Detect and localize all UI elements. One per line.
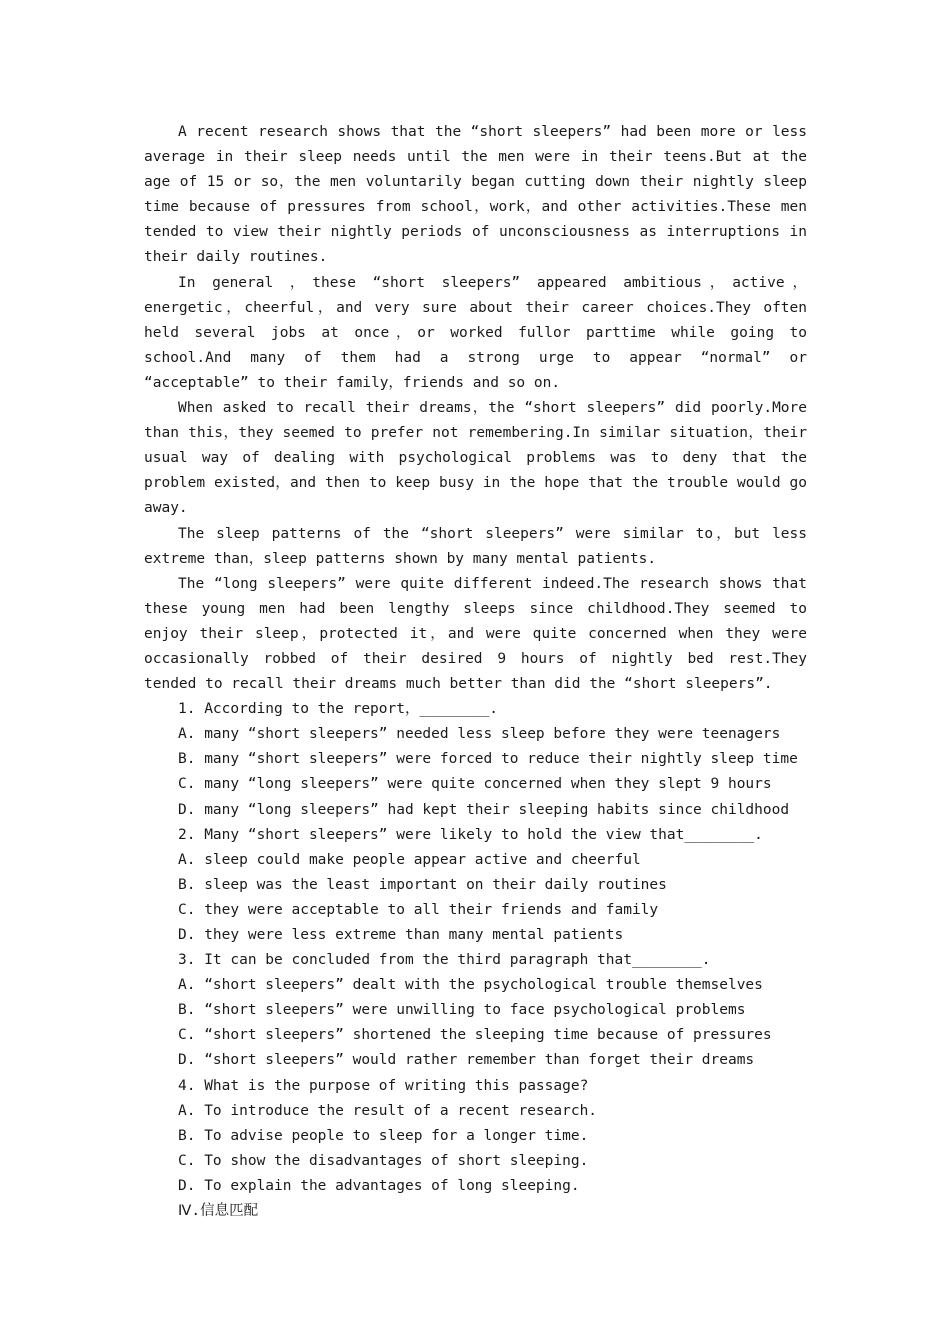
question-stem: 3. It can be concluded from the third paragraph that________. — [178, 952, 711, 969]
passage-paragraph-4: The sleep patterns of the “short sleepers” were similar to，but less extreme than，sleep patterns shown by many mental patients. — [144, 525, 807, 567]
section-heading: Ⅳ.信息匹配 — [178, 1203, 259, 1220]
question-2 — [144, 823, 807, 948]
option-c: C. “short sleepers” shortened the sleeping time because of pressures — [178, 1027, 772, 1044]
option-c: C. many “long sleepers” were quite concerned when they slept 9 hours — [178, 776, 772, 793]
passage-paragraph-1: A recent research shows that the “short sleepers” had been more or less average in their sleep needs until the men were in their teens.But at the age of 15 or so，the men voluntarily began cutting down their nightly sleep time because of pressures from school，work，and other activities.These men tended to view their nightly periods of unconsciousness as interruptions in their daily routines. — [144, 124, 807, 266]
question-stem: 4. What is the purpose of writing this passage? — [178, 1077, 589, 1094]
question-4 — [144, 1074, 807, 1199]
option-a: A. To introduce the result of a recent research. — [178, 1102, 598, 1119]
option-d: D. To explain the advantages of long sleeping. — [178, 1177, 580, 1194]
option-b: B. sleep was the least important on their daily routines — [178, 876, 667, 893]
option-d: D. “short sleepers” would rather remember than forget their dreams — [178, 1052, 755, 1069]
option-a: A. “short sleepers” dealt with the psychological trouble themselves — [178, 977, 763, 994]
option-d: D. many “long sleepers” had kept their sleeping habits since childhood — [178, 801, 790, 818]
passage-paragraph-5: The “long sleepers” were quite different indeed.The research shows that these young men had been lengthy sleeps since childhood.They seemed to enjoy their sleep，protected it，and were quite concerned when they were occasionally robbed of their desired 9 hours of nightly bed rest.They tended to recall their dreams much better than did the “short sleepers”. — [144, 575, 807, 693]
option-c: C. To show the disadvantages of short sleeping. — [178, 1152, 589, 1169]
question-1 — [144, 697, 807, 822]
option-d: D. they were less extreme than many mental patients — [178, 927, 624, 943]
question-stem: 2. Many “short sleepers” were likely to hold the view that________. — [178, 826, 763, 843]
question-3 — [144, 948, 807, 1073]
option-a: A. many “short sleepers” needed less sleep before they were teenagers — [178, 726, 781, 743]
question-stem: 1. According to the report，________. — [178, 701, 499, 718]
option-b: B. To advise people to sleep for a longer time. — [178, 1127, 589, 1144]
document-page — [144, 120, 807, 1224]
option-c: C. they were acceptable to all their friends and family — [178, 901, 659, 918]
passage-paragraph-3: When asked to recall their dreams，the “short sleepers” did poorly.More than this，they seemed to prefer not remembering.In similar situation，their usual way of dealing with psychological problems was to deny that the problem existed，and then to keep busy in the hope that the trouble would go away. — [144, 400, 807, 517]
option-a: A. sleep could make people appear active and cheerful — [178, 851, 641, 868]
passage-paragraph-2: In general ，these “short sleepers” appeared ambitious，active，energetic，cheerful，and very sure about their career choices.They often held several jobs at once，or worked fullor parttime while going to school.And many of them had a strong urge to appear “normal” or “acceptable” to their family，friends and so on. — [144, 274, 807, 391]
option-b: B. “short sleepers” were unwilling to face psychological problems — [178, 1002, 746, 1019]
option-b: B. many “short sleepers” were forced to reduce their nightly sleep time — [178, 751, 798, 768]
